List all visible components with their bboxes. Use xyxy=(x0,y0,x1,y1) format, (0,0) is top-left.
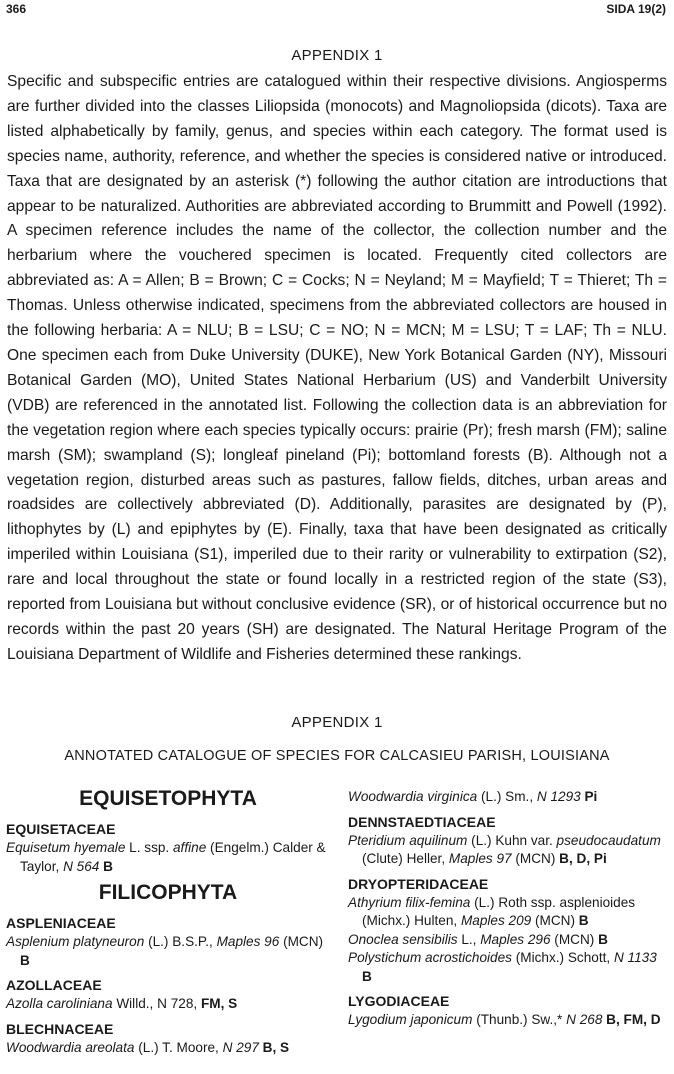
species-name: Athyrium filix-femina xyxy=(348,894,471,910)
collection: N 564 xyxy=(63,858,100,874)
species-name: Polystichum acrostichoides xyxy=(348,950,512,965)
authority: (L.) Sm., xyxy=(477,789,537,804)
species-entry xyxy=(6,839,330,876)
collection: Maples 96 xyxy=(216,934,280,949)
region: B, S xyxy=(258,1039,290,1055)
appendix-heading: APPENDIX 1 xyxy=(291,47,383,64)
species-name: Equisetum hyemale xyxy=(6,840,126,855)
herbarium: (MCN) xyxy=(511,851,556,866)
collection: Maples 209 xyxy=(460,913,532,928)
region: B, FM, D xyxy=(602,1012,661,1027)
intro-paragraph: Specific and subspecific entries are catalogued within their respective divisions. Angiosperms are further divided into the classes Liliopsida (monocots) and Magnoliopsida (dicots). Taxa are listed alphabetically by family, genus, and species within each category. The format used is species name, authority, reference, and whether the species is considered native or introduced. Taxa that are designated by an asterisk (*) following the author citation are introductions that appear to be naturalized. Authorities are abbreviated according to Brummitt and Powell (1992). A specimen reference includes the name of the collector, the collection number and the herbarium where the vouchered specimen is located. Frequently cited collectors are abbreviated as: A = Allen; B = Brown; C = Cocks; N = Neyland; M = Mayfield; T = Thieret; Th = Thomas. Unless otherwise indicated, specimens from the abbreviated collectors are housed in the following herbaria: A = NLU; B = LSU; C = NO; N = MCN; M = LSU; T = LAF; Th = NLU. One specimen each from Duke University (DUKE), New York Botanical Garden (NY), Missouri Botanical Garden (MO), United States National Herbarium (US) and Vanderbilt University (VDB) are referenced in the annotated list. Following the collection data is an abbreviation for the vegetation region where each species typically occurs: prairie (Pr); fresh marsh (FM); saline marsh (SM); swampland (S); longleaf pineland (Pi); bottomland forests (B). Although not a vegetation region, disturbed areas such as pastures, fallow fields, ditches, urban areas and roadsides are collectively abbreviated (D). Additionally, parasites are designated by (P), lithophytes by (L) and epiphytes by (E). Finally, taxa that have been designated as critically imperiled within Louisiana (S1), imperiled due to their rarity or vulnerability to extirpation (S2), rare and local throughout the state or found locally in a restricted region of the state (S3), reported from Louisiana but without conclusive evidence (SR), or of historical occurrence but no records within the past 20 years (SH) are designated. The Natural Heritage Program of the Louisiana Department of Wildlife and Fisheries determined these rankings. xyxy=(7,73,667,663)
collection: Maples 296 xyxy=(480,931,551,947)
collection: N 1133 xyxy=(613,950,657,965)
herbarium: (MCN) xyxy=(550,931,595,947)
species-name: Lygodium japonicum xyxy=(348,1012,473,1027)
authority: (L.) T. Moore, xyxy=(134,1039,223,1055)
journal-header: SIDA 19(2) xyxy=(606,2,666,16)
authority: (L.) Roth ssp. asplenioides (Michx.) Hulten, xyxy=(362,894,636,928)
authority: (L.) Kuhn var. xyxy=(467,832,557,848)
authority: (Engelm.) Calder & Taylor, xyxy=(20,840,326,874)
species-name: Onoclea sensibilis xyxy=(348,931,458,947)
division-heading: FILICOPHYTA xyxy=(98,881,238,904)
region: B xyxy=(99,858,113,874)
collection: N 297 xyxy=(222,1039,259,1055)
authority: L. ssp. xyxy=(125,840,173,855)
infra-name: pseudocaudatum xyxy=(556,832,661,848)
species-entry xyxy=(348,894,668,931)
species-entry xyxy=(348,1011,668,1030)
species-name: Asplenium platyneuron xyxy=(6,934,145,949)
species-name: Woodwardia virginica xyxy=(348,789,478,804)
family-heading: EQUISETACEAE xyxy=(6,821,116,837)
species-entry xyxy=(348,931,668,950)
species-entry xyxy=(348,949,668,986)
appendix-heading-2: APPENDIX 1 xyxy=(291,714,383,731)
region: Pi xyxy=(580,789,598,804)
page-number: 366 xyxy=(6,2,27,16)
family-heading: ASPLENIACEAE xyxy=(6,915,116,931)
region: B xyxy=(20,952,30,968)
family-heading: AZOLLACEAE xyxy=(6,977,102,993)
region: B xyxy=(594,931,608,947)
species-entry xyxy=(348,832,668,869)
collection: N 268 xyxy=(566,1012,603,1027)
species-entry xyxy=(6,995,330,1014)
left-column xyxy=(6,786,330,1057)
infra-name: affine xyxy=(173,840,207,855)
family-heading: LYGODIACEAE xyxy=(348,993,450,1009)
species-entry xyxy=(6,933,330,970)
region: B xyxy=(362,968,372,984)
species-name: Azolla caroliniana xyxy=(6,996,113,1011)
collection: Maples 97 xyxy=(448,851,512,866)
region: B, D, Pi xyxy=(555,851,607,866)
authority: (Michx.) Schott, xyxy=(511,950,614,965)
collection: N 1293 xyxy=(536,789,581,804)
herbarium: (MCN) xyxy=(279,934,324,949)
authority: (Thunb.) Sw.,* xyxy=(472,1012,567,1027)
division-heading: EQUISETOPHYTA xyxy=(79,787,257,810)
family-heading: BLECHNACEAE xyxy=(6,1020,114,1037)
family-heading: DENNSTAEDTIACEAE xyxy=(348,813,496,830)
region: B xyxy=(575,913,589,928)
authority: (L.) B.S.P., xyxy=(144,934,217,949)
species-entry xyxy=(348,788,668,807)
authority: (Clute) Heller, xyxy=(362,851,449,866)
herbarium: (MCN) xyxy=(531,913,576,928)
right-column xyxy=(348,788,668,1030)
species-name: Woodwardia areolata xyxy=(6,1039,135,1055)
region: FM, S xyxy=(200,996,238,1011)
species-name: Pteridium aquilinum xyxy=(348,832,468,848)
species-entry xyxy=(6,1039,330,1058)
catalogue-title: ANNOTATED CATALOGUE OF SPECIES FOR CALCASIEU PARISH, LOUISIANA xyxy=(64,748,610,764)
family-heading: DRYOPTERIDACEAE xyxy=(348,875,489,892)
authority: L., xyxy=(457,931,481,947)
authority: Willd., N 728, xyxy=(112,996,201,1011)
